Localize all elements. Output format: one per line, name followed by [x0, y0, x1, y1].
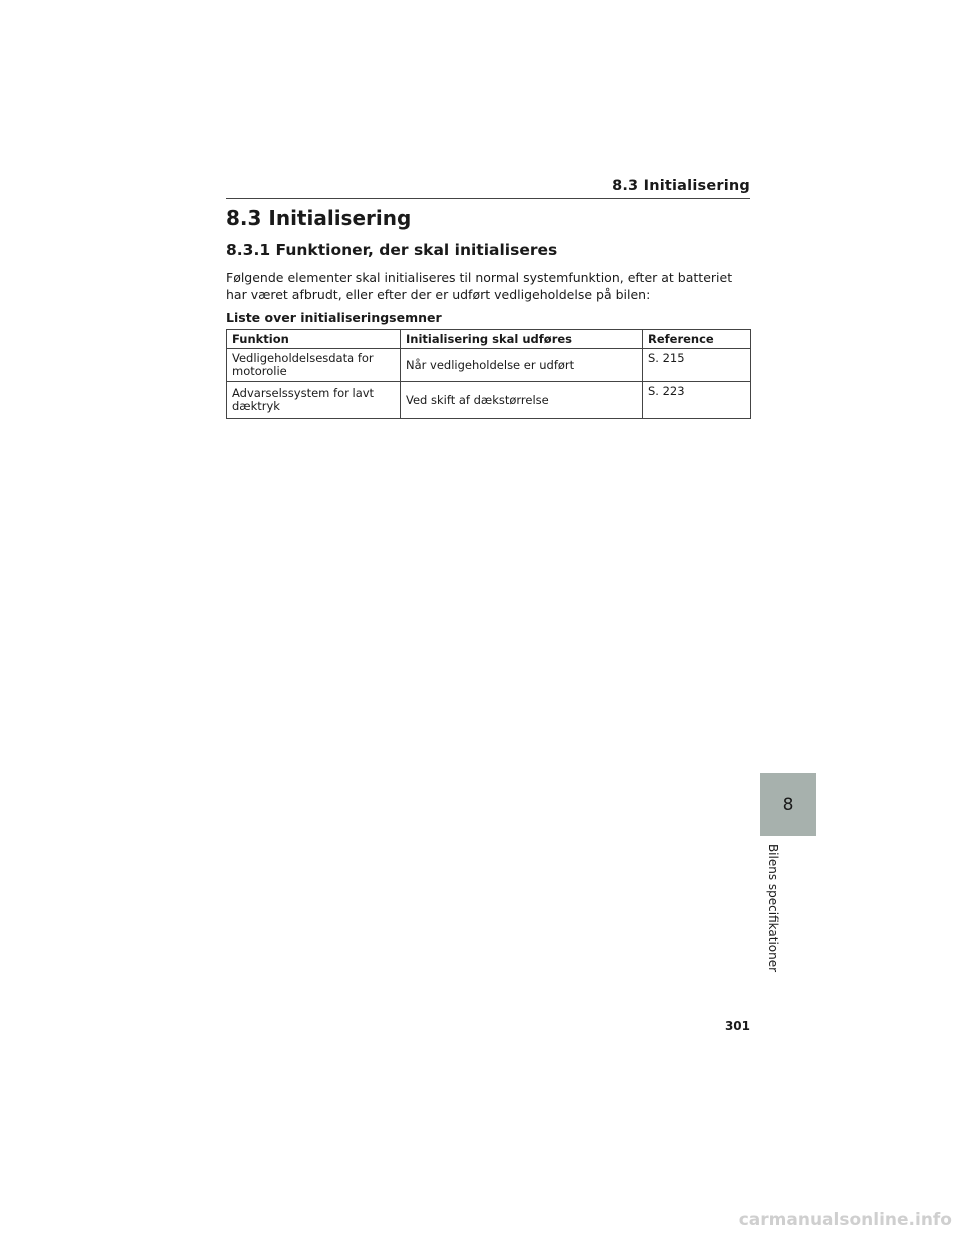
header-funktion: Funktion — [227, 330, 401, 349]
cell-funktion: Advarselssystem for lavt dæktryk — [227, 382, 401, 419]
table-row — [227, 349, 751, 382]
cell-reference: S. 215 — [643, 349, 751, 382]
cell-reference: S. 223 — [643, 382, 751, 419]
table-caption: Liste over initialiseringsemner — [226, 310, 442, 325]
section-title: 8.3.1 Funktioner, der skal initialiseres — [226, 241, 558, 259]
table-header-row — [227, 330, 751, 349]
cell-initialisering: Når vedligeholdelse er udført — [401, 349, 643, 382]
intro-paragraph: Følgende elementer skal initialiseres til normal systemfunktion, efter at batteriet har været afbrudt, eller efter der er udført vedligeholdelse på bilen: — [226, 270, 733, 302]
header-initialisering: Initialisering skal udføres — [401, 330, 643, 349]
cell-initialisering: Ved skift af dækstørrelse — [401, 382, 643, 419]
chapter-number: 8 — [782, 794, 794, 815]
header-reference: Reference — [643, 330, 751, 349]
page-title: 8.3 Initialisering — [226, 206, 412, 230]
chapter-label-text: Bilens specifikationer — [766, 843, 780, 972]
cell-funktion: Vedligeholdelsesdata for motorolie — [227, 349, 401, 382]
watermark: carmanualsonline.info — [738, 1210, 952, 1230]
chapter-label — [760, 840, 786, 975]
page-number: 301 — [724, 1019, 750, 1033]
initialization-table — [226, 329, 751, 419]
running-header: 8.3 Initialisering — [226, 178, 750, 199]
chapter-tab — [760, 773, 816, 836]
table-row — [227, 382, 751, 419]
